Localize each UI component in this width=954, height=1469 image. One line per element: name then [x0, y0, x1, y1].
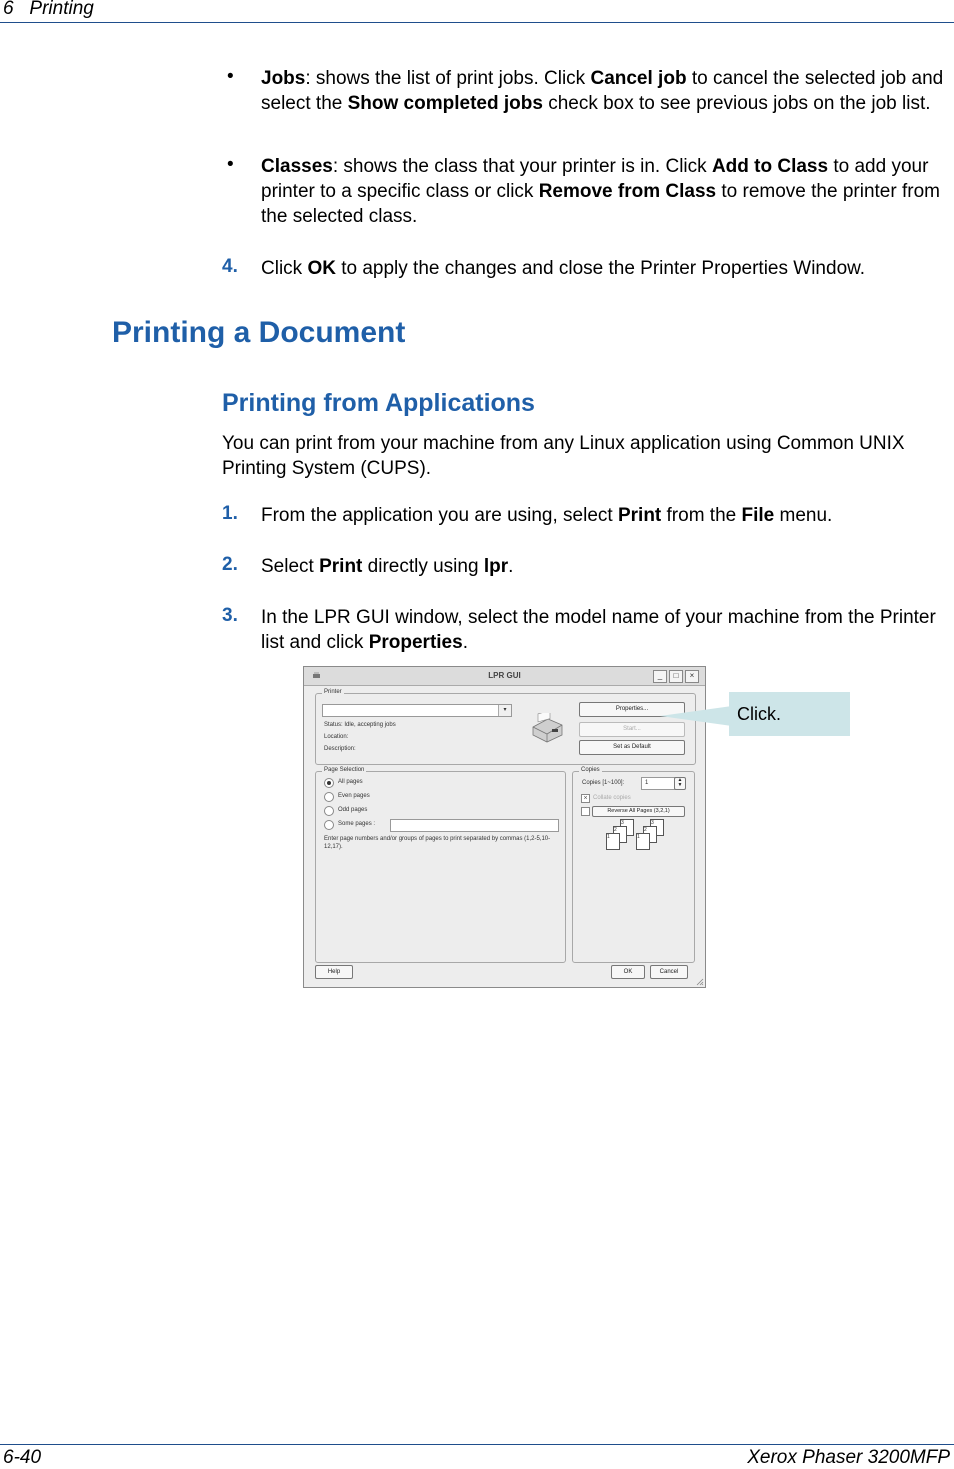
reverse-pages-button[interactable]: Reverse All Pages (3,2,1): [592, 806, 685, 817]
copies-stepper[interactable]: ▲ ▼: [674, 777, 686, 790]
radio-odd-pages[interactable]: [324, 806, 334, 816]
printer-status: Status: Idle, accepting jobs: [324, 722, 396, 728]
radio-all-pages[interactable]: [324, 778, 334, 788]
radio-label: Some pages :: [338, 821, 376, 827]
sheet-3: 3: [620, 819, 634, 836]
lpr-gui-window: [303, 666, 706, 988]
bullet-marker: •: [227, 154, 234, 175]
start-button[interactable]: Start...: [579, 722, 685, 737]
set-default-button[interactable]: Set as Default: [579, 740, 685, 755]
printer-group-label: Printer: [324, 689, 342, 695]
bold-term: Properties: [368, 632, 463, 653]
callout-pointer: [660, 692, 740, 736]
printer-location: Location:: [324, 734, 349, 740]
window-title: LPR GUI: [488, 671, 521, 680]
bullet-marker: •: [227, 66, 234, 87]
page-selection-group: [315, 767, 566, 963]
bold-term: File: [741, 505, 775, 526]
minimize-button[interactable]: _: [653, 670, 667, 683]
sheet-3: 3: [650, 819, 664, 836]
bold-term: Remove from Class: [538, 181, 717, 202]
collate-label: Collate copies: [593, 795, 631, 801]
bold-term: Show completed jobs: [347, 93, 543, 114]
section-heading: Printing a Document: [112, 316, 406, 349]
bold-term: Jobs: [261, 68, 306, 89]
printer-select[interactable]: [322, 704, 512, 717]
maximize-button[interactable]: □: [669, 670, 683, 683]
bold-term: lpr: [483, 556, 509, 577]
collate-checkbox[interactable]: ×: [581, 794, 590, 803]
callout-text: Click.: [737, 704, 781, 724]
radio-some-pages[interactable]: [324, 820, 334, 830]
step-number: 2.: [222, 554, 238, 575]
sheet-1: 1: [636, 833, 650, 850]
bullet-classes: Classes: shows the class that your printer is in. Click Add to Class to add your printer to a specific class or click Remove from Class to remove the printer from the selected class.: [261, 156, 940, 227]
callout-box: [729, 692, 850, 736]
page-header: [0, 0, 954, 24]
step-1-text: From the application you are using, select Print from the File menu.: [261, 505, 833, 526]
bold-term: Classes: [261, 156, 333, 177]
ok-button[interactable]: OK: [611, 965, 645, 979]
radio-label: Even pages: [338, 793, 370, 799]
radio-label: All pages: [338, 779, 363, 785]
bold-term: Cancel job: [590, 68, 687, 89]
chevron-down-icon: ▾: [498, 705, 511, 716]
bold-term: OK: [307, 258, 336, 279]
page-number: 6-40: [3, 1447, 42, 1468]
bold-term: Print: [617, 505, 662, 526]
subsection-heading: Printing from Applications: [222, 389, 535, 417]
cancel-button[interactable]: Cancel: [650, 965, 688, 979]
sheet-2: 2: [643, 826, 657, 843]
bold-term: Print: [319, 556, 363, 577]
step-2-text: Select Print directly using lpr.: [261, 556, 514, 577]
radio-label: Odd pages: [338, 807, 368, 813]
sheet-2: 2: [613, 826, 627, 843]
copies-value: 1: [645, 780, 649, 786]
header-rule: [0, 22, 954, 23]
copies-label: Copies [1~100]:: [582, 780, 625, 786]
step-3-text: In the LPR GUI window, select the model name of your machine from the Printer list and click Properties.: [261, 607, 936, 653]
printer-description: Description:: [324, 746, 356, 752]
page-range-input[interactable]: [390, 819, 559, 832]
copies-input[interactable]: [641, 777, 676, 790]
help-button[interactable]: Help: [315, 965, 353, 979]
printer-icon: [530, 713, 564, 743]
bold-term: Add to Class: [711, 156, 829, 177]
sheet-1: 1: [606, 833, 620, 850]
product-name: Xerox Phaser 3200MFP: [747, 1447, 950, 1468]
window-titlebar: [304, 667, 705, 686]
resize-grip-icon[interactable]: [696, 978, 704, 986]
reverse-checkbox[interactable]: [581, 807, 590, 816]
step-number: 1.: [222, 503, 238, 524]
step-number: 3.: [222, 605, 238, 626]
step-4-text: Click OK to apply the changes and close the Printer Properties Window.: [261, 258, 866, 279]
page-selection-label: Page Selection: [324, 767, 365, 773]
close-button[interactable]: ×: [685, 670, 699, 683]
bullet-jobs: Jobs: shows the list of print jobs. Click Cancel job to cancel the selected job and select the Show completed jobs check box to see previous jobs on the job list.: [261, 68, 944, 114]
copies-group-label: Copies: [581, 767, 600, 773]
radio-even-pages[interactable]: [324, 792, 334, 802]
footer-rule: [0, 1444, 954, 1445]
step-number: 4.: [222, 256, 238, 277]
properties-button[interactable]: Properties...: [579, 702, 685, 717]
section-title: 6 Printing: [3, 0, 94, 19]
intro-paragraph: You can print from your machine from any Linux application using Common UNIX Printing System (CUPS).: [222, 433, 905, 479]
copies-group: [572, 767, 695, 963]
page-range-hint: Enter page numbers and/or groups of pages to print separated by commas (1,2-5,10-12,17).: [324, 836, 551, 850]
